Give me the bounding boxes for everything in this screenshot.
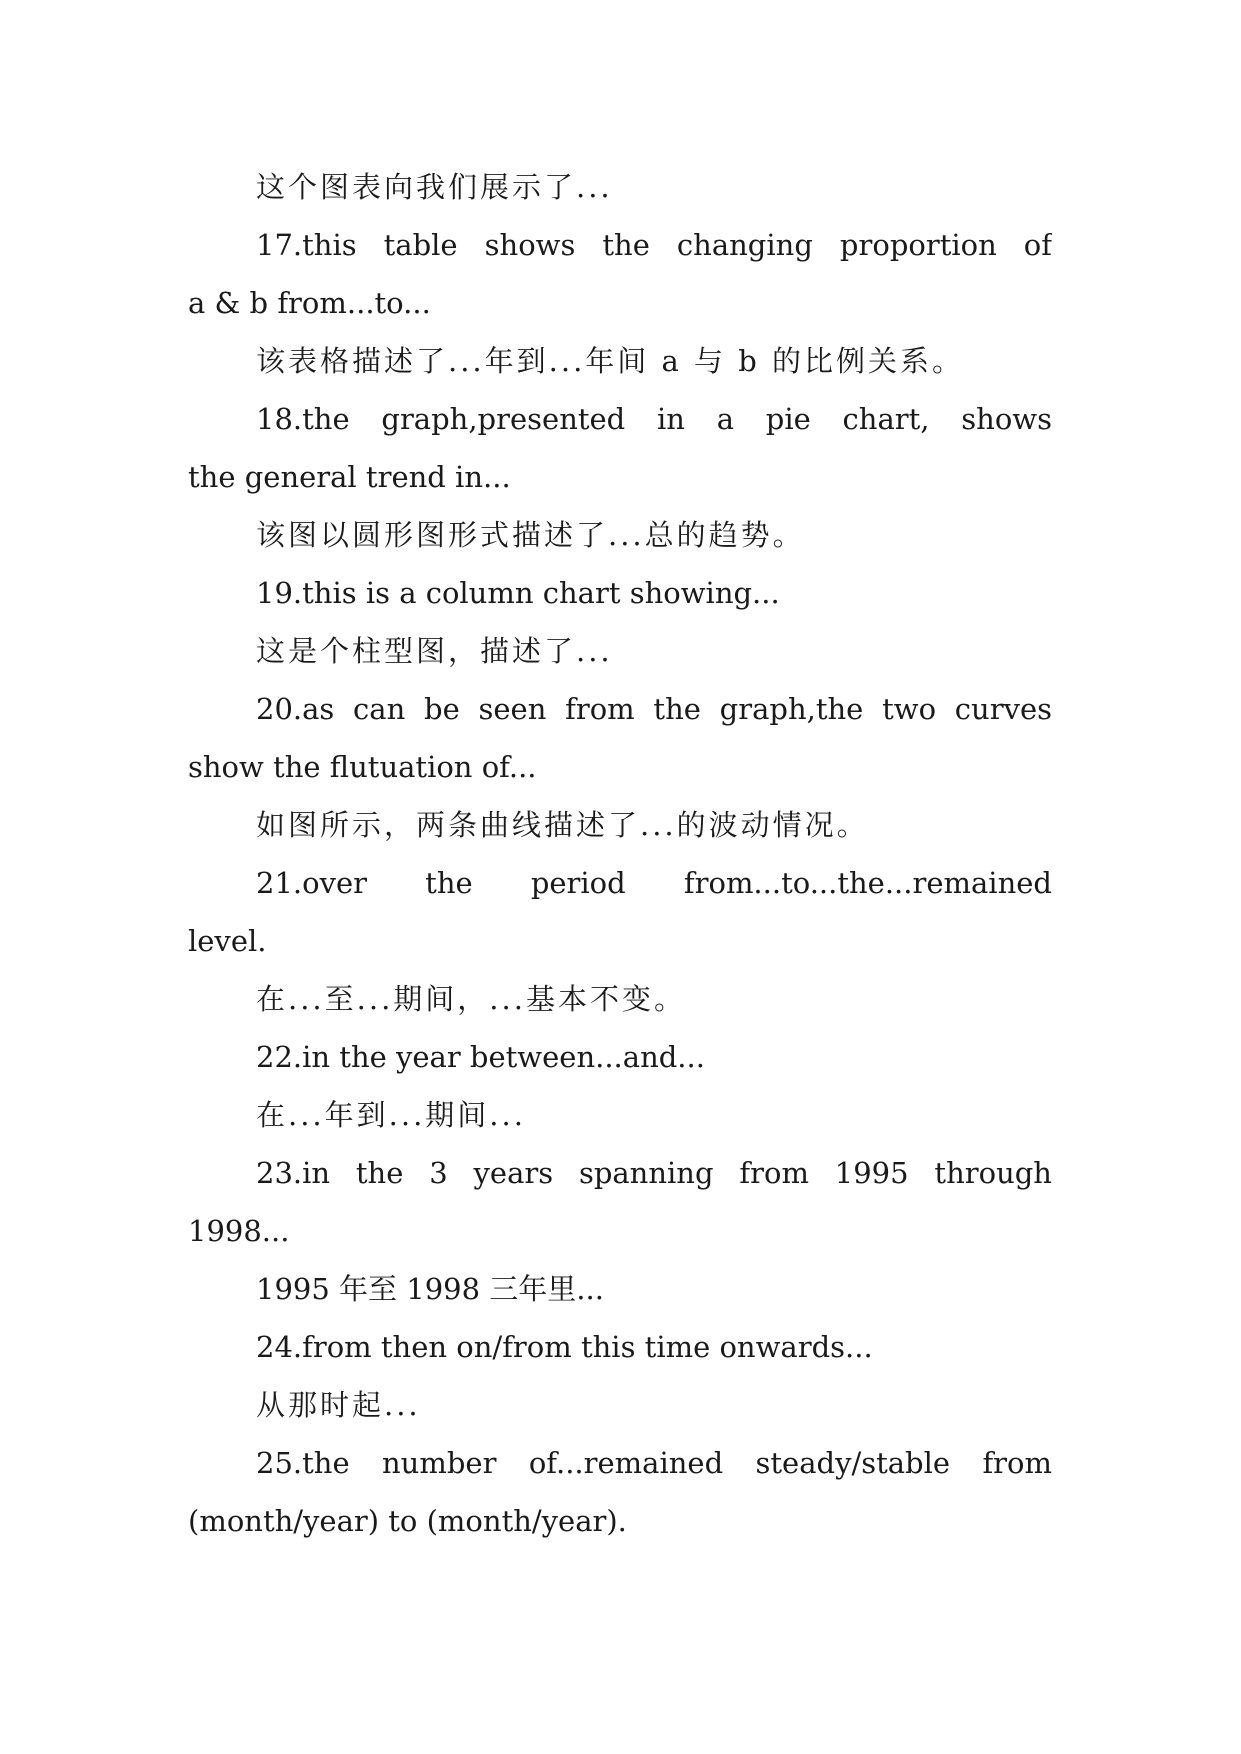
text-line-7: 该图以圆形图形式描述了...总的趋势。: [256, 518, 805, 552]
text-line-13: 21.over the period from...to...the...remained: [256, 866, 1052, 900]
text-line-18: 23.in the 3 years spanning from 1995 through: [256, 1156, 1052, 1190]
text-line-2: 17.this table shows the changing proportion of: [256, 228, 1052, 262]
text-line-16: 22.in the year between...and...: [256, 1040, 705, 1074]
text-line-11: show the flutuation of...: [188, 750, 537, 784]
text-line-1: 这个图表向我们展示了...: [256, 170, 613, 204]
document-body: [188, 158, 1052, 1550]
text-line-24: (month/year) to (month/year).: [188, 1504, 627, 1538]
text-line-17: 在...年到...期间...: [256, 1098, 526, 1132]
text-line-3: a & b from...to...: [188, 286, 431, 320]
text-line-15: 在...至...期间，...基本不变。: [256, 982, 686, 1016]
text-line-20: 1995 年至 1998 三年里...: [256, 1272, 604, 1306]
text-line-12: 如图所示，两条曲线描述了...的波动情况。: [256, 808, 869, 842]
text-line-9: 这是个柱型图，描述了...: [256, 634, 613, 668]
text-line-5: 18.the graph,presented in a pie chart, shows: [256, 402, 1052, 436]
text-line-21: 24.from then on/from this time onwards...: [256, 1330, 873, 1364]
text-line-10: 20.as can be seen from the graph,the two curves: [256, 692, 1052, 726]
text-line-4: 该表格描述了...年到...年间 a 与 b 的比例关系。: [256, 344, 965, 378]
text-line-22: 从那时起...: [256, 1388, 421, 1422]
text-line-14: level.: [188, 924, 267, 958]
text-line-6: the general trend in...: [188, 460, 511, 494]
text-line-19: 1998...: [188, 1214, 290, 1248]
text-line-8: 19.this is a column chart showing...: [256, 576, 780, 610]
text-line-23: 25.the number of...remained steady/stable from: [256, 1446, 1052, 1480]
